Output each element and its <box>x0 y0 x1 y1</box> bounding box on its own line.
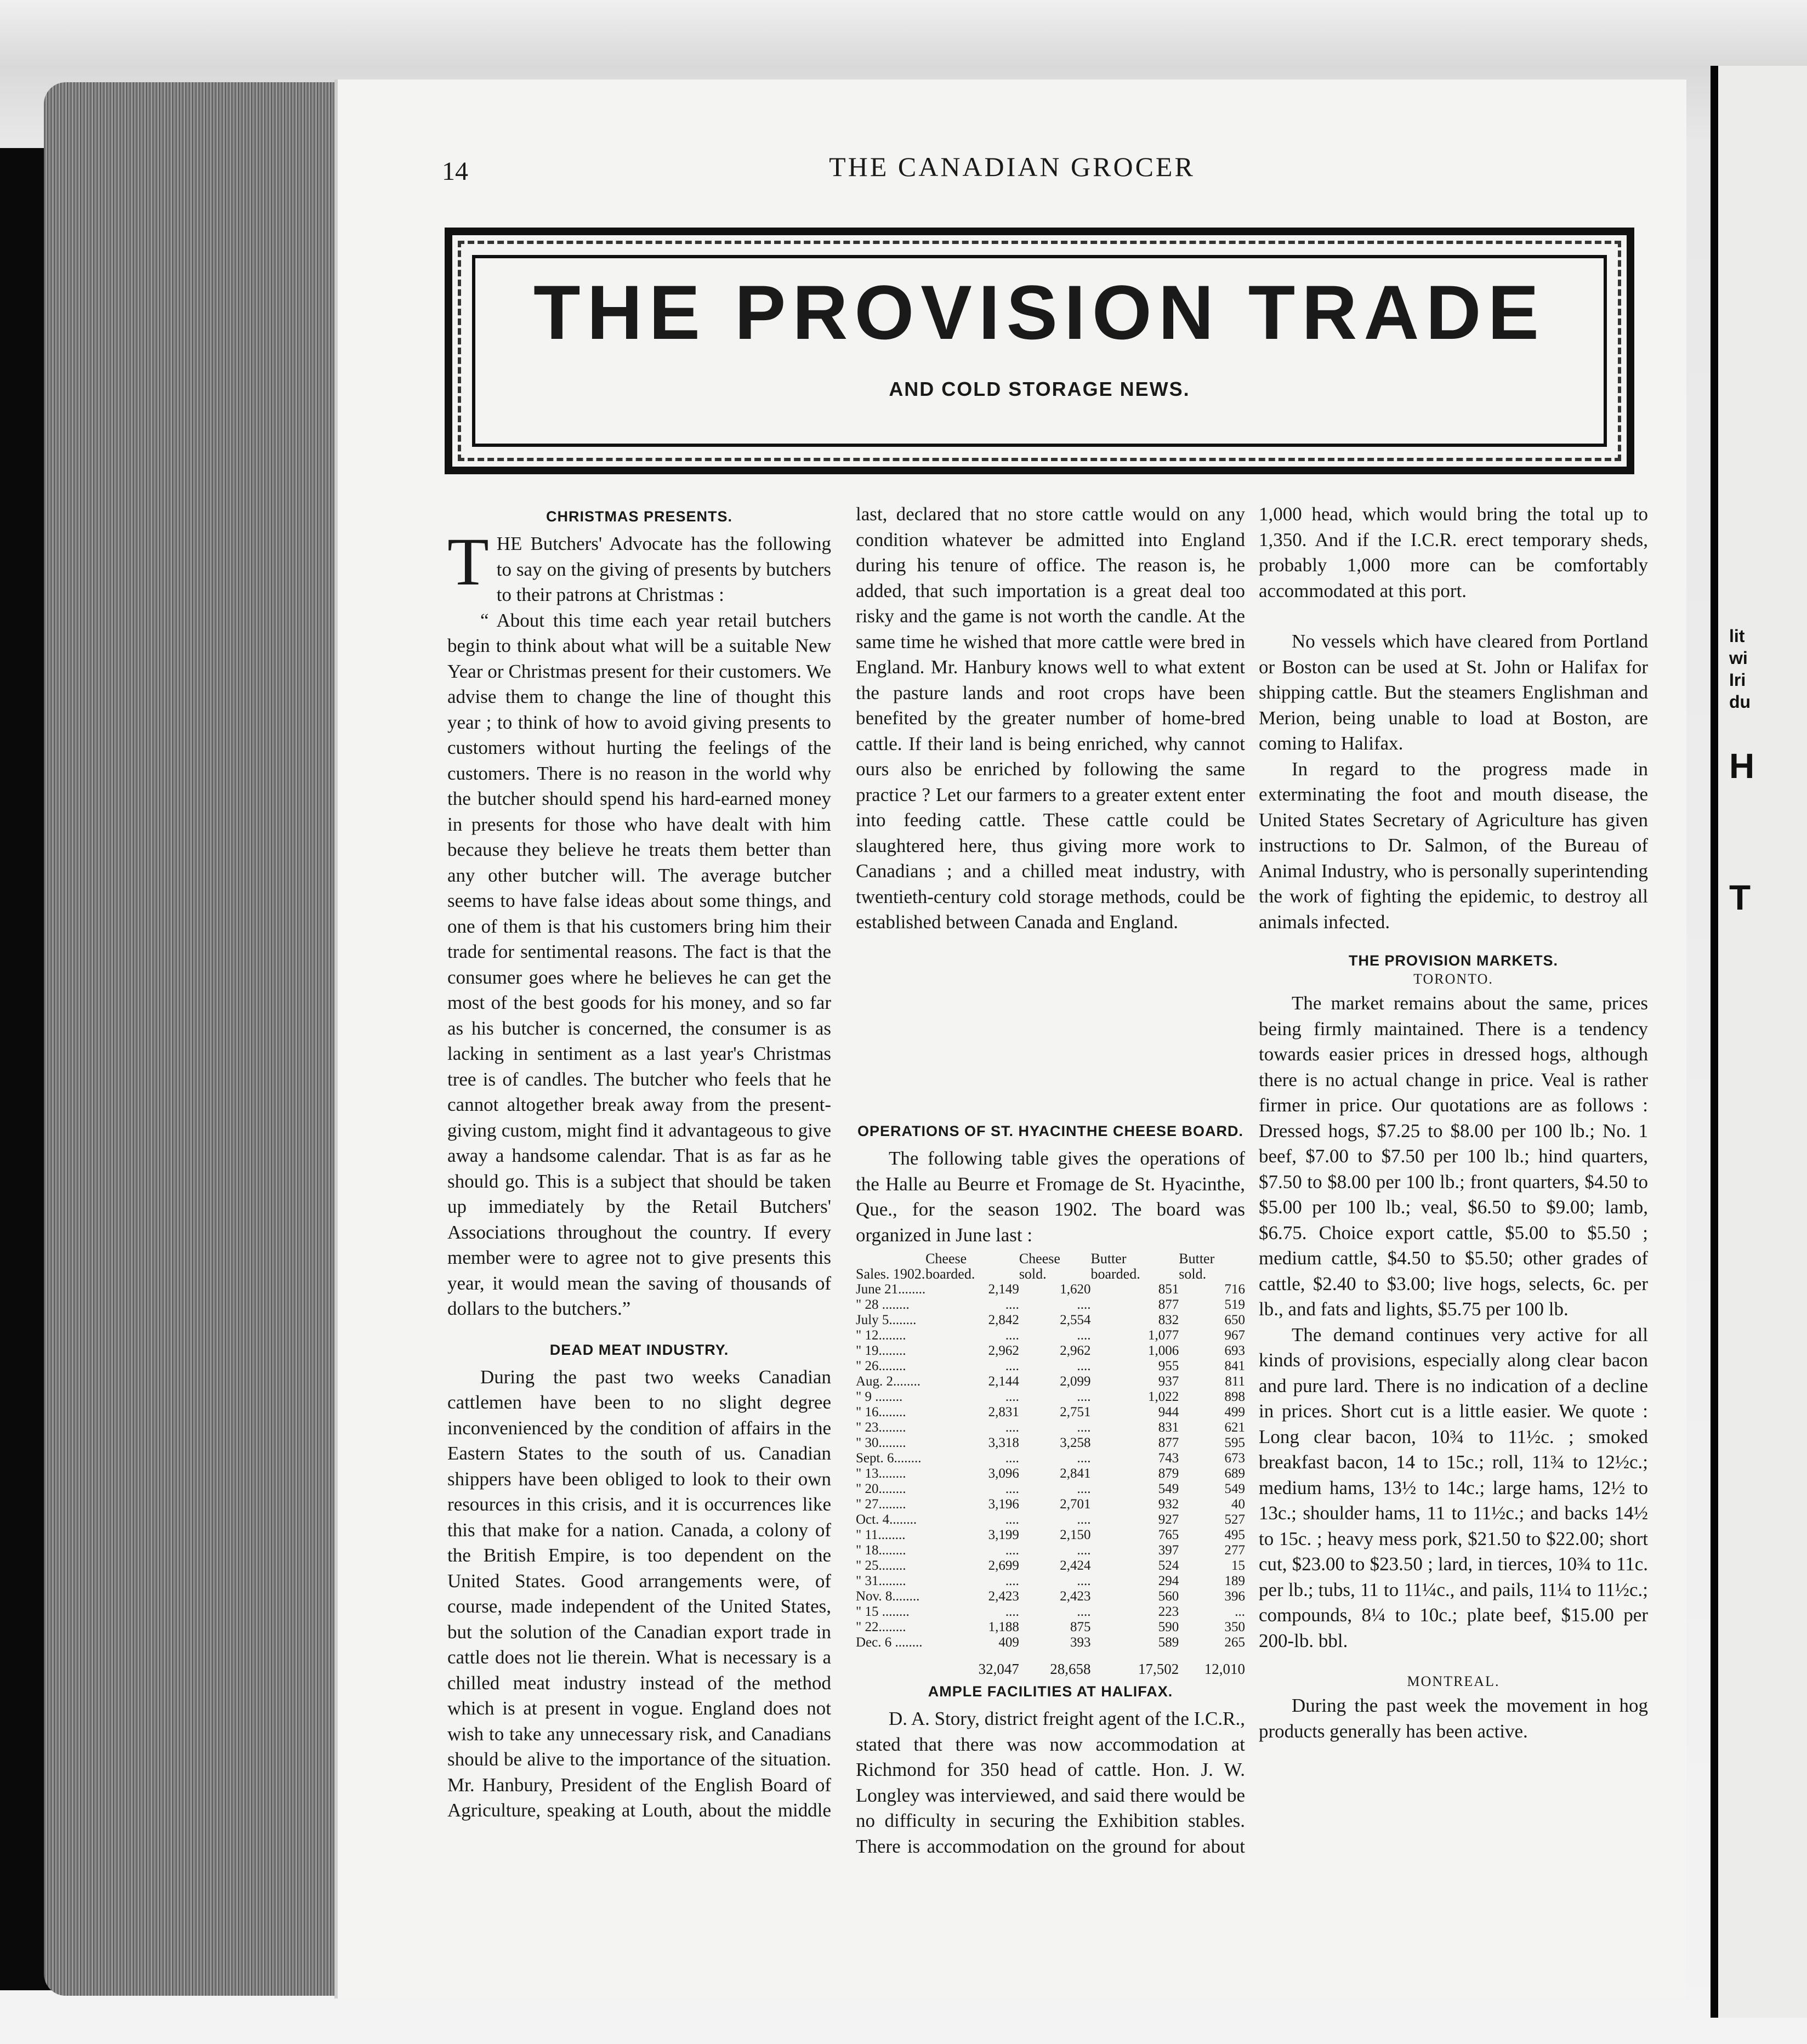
table-cell: 40 <box>1231 1497 1245 1512</box>
table-cell: 716 <box>1224 1282 1245 1297</box>
column-2 <box>856 502 1245 1858</box>
table-cell: 397 <box>1158 1543 1179 1558</box>
col-header-cheese-boarded: Cheese boarded. <box>925 1251 975 1282</box>
table-cell: 2,831 <box>988 1405 1019 1420</box>
table-row <box>856 1451 1245 1466</box>
table-row <box>856 1558 1245 1574</box>
table-cell: 2,423 <box>1060 1589 1091 1604</box>
halifax-paragraph-2: No vessels which have cleared from Portland or Boston can be used at St. John or Halifax for shipping cattle. But the steamers Englishman and Merion, being unable to load at Boston, are coming to Halifax. <box>1259 631 1648 754</box>
halifax-paragraph-1-part2: 1,000 head, which would bring the total up to 1,350. And if the I.C.R. erect temporary sheds, probably 1,000 more can be comfortably accommodated at this port. <box>1259 503 1648 601</box>
table-cell: ... <box>1235 1604 1245 1619</box>
table-cell: " 22........ <box>856 1620 906 1634</box>
halifax-continued-clip <box>1259 502 1648 629</box>
table-cell: " 31........ <box>856 1574 906 1588</box>
table-cell: 967 <box>1224 1328 1245 1343</box>
table-cell: .... <box>1077 1604 1091 1619</box>
table-cell: .... <box>1005 1420 1019 1435</box>
table-cell: 2,751 <box>1060 1405 1091 1420</box>
table-row <box>856 1374 1245 1389</box>
toronto-paragraph-2: The demand continues very active for all kinds of provisions, especially along clear bacon and pure lard. There is no indication of a decline in prices. Short cut is a little easier. We quote : Long clear bacon, 10¾ to 11½c. ; smoked breakfast bacon, 14 to 15c.; roll, 11¾ to 12½c.; medium hams, 13½ to 14c.; large hams, 12½ to 13c.; shoulder hams, 11 to 11½c.; and backs 14½ to 15c. ; heavy mess pork, $21.50 to $22.00; short cut, $23.00 to $23.50 ; lard, in tierces, 10¾ to 11c. per lb.; tubs, 11 to 11¼c., and pails, 11¼ to 11½c.; compounds, 8¼ to 10c.; plate beef, $15.00 per 200-lb. bbl. <box>1259 1324 1648 1651</box>
table-cell: " 11........ <box>856 1528 906 1542</box>
table-row <box>856 1343 1245 1359</box>
table-cell: 350 <box>1224 1620 1245 1634</box>
table-cell: 2,699 <box>988 1558 1019 1573</box>
table-cell: .... <box>1077 1451 1091 1466</box>
table-total-cell: 12,010 <box>1204 1661 1245 1677</box>
newspaper-page <box>334 80 1686 1998</box>
table-cell: 832 <box>1158 1313 1179 1327</box>
table-cell: 3,318 <box>988 1435 1019 1450</box>
facing-page-letter-t: T <box>1729 878 1751 917</box>
heading-halifax: AMPLE FACILITIES AT HALIFAX. <box>928 1683 1173 1700</box>
table-cell: .... <box>1077 1328 1091 1343</box>
table-cell: " 16........ <box>856 1405 906 1420</box>
table-cell: " 13........ <box>856 1466 906 1481</box>
table-cell: 1,188 <box>988 1620 1019 1634</box>
banner-subtitle: AND COLD STORAGE NEWS. <box>889 378 1190 400</box>
table-cell: 3,096 <box>988 1466 1019 1481</box>
table-cell: 2,554 <box>1060 1313 1091 1327</box>
table-cell: 927 <box>1158 1512 1179 1527</box>
col-header-butter-sold: Butter sold. <box>1179 1251 1215 1282</box>
table-cell: 2,962 <box>1060 1343 1091 1358</box>
table-row <box>856 1297 1245 1313</box>
table-cell: 841 <box>1224 1359 1245 1373</box>
table-cell: 277 <box>1224 1543 1245 1558</box>
table-cell: 3,199 <box>988 1528 1019 1542</box>
table-cell: 1,022 <box>1148 1389 1179 1404</box>
table-cell: .... <box>1005 1328 1019 1343</box>
table-total-cell: 32,047 <box>978 1661 1019 1677</box>
table-cell: 527 <box>1224 1512 1245 1527</box>
table-cell: " 27........ <box>856 1497 906 1512</box>
subheading-montreal: MONTREAL. <box>1407 1673 1500 1689</box>
table-cell: 560 <box>1158 1589 1179 1604</box>
table-total-cell <box>856 1650 925 1677</box>
table-row <box>856 1528 1245 1543</box>
table-cell: Sept. 6........ <box>856 1451 922 1466</box>
table-cell: 2,701 <box>1060 1497 1091 1512</box>
table-row <box>856 1359 1245 1374</box>
table-row <box>856 1512 1245 1528</box>
table-cell: Nov. 8........ <box>856 1589 920 1604</box>
table-cell: " 30........ <box>856 1435 906 1450</box>
heading-dead-meat-industry: DEAD MEAT INDUSTRY. <box>549 1341 729 1358</box>
table-cell: 499 <box>1224 1405 1245 1420</box>
heading-provision-markets: THE PROVISION MARKETS. <box>1348 952 1559 969</box>
table-cell: .... <box>1005 1297 1019 1312</box>
col-header-sales: Sales. 1902. <box>856 1266 925 1282</box>
table-cell: 811 <box>1225 1374 1245 1389</box>
table-cell: Aug. 2........ <box>856 1374 921 1389</box>
column-1 <box>447 502 831 1822</box>
table-cell: .... <box>1005 1359 1019 1373</box>
table-cell: 2,149 <box>988 1282 1019 1297</box>
facing-page-text: lit wi Iri du <box>1729 626 1751 712</box>
table-cell: 495 <box>1224 1528 1245 1542</box>
table-row <box>856 1481 1245 1497</box>
table-cell: 524 <box>1158 1558 1179 1573</box>
table-cell: 393 <box>1070 1635 1091 1650</box>
page-header-title: THE CANADIAN GROCER <box>829 151 1195 182</box>
table-cell: 2,842 <box>988 1313 1019 1327</box>
table-total-cell: 28,658 <box>1050 1661 1091 1677</box>
dead-meat-paragraph-part1: During the past two weeks Canadian cattlemen have been to no slight degree inconvenienced by the condition of affairs in the Eastern States to the south of us. Canadian shippers have been obliged to look to their own resources in this crisis, and it is occurrences like this that make for a nation. Canada, a colony of the British Empire, is too dependent on the United States. Good arrangements were, of course, made independent of the United States, but the solution of the Canadian export trade in cattle does not lie therein. What is necessary is a chilled meat industry instead of the method which is at present in vogue. England does not wish to take any unnecessary risk, and Canadians should be alive to the importance of the situation. Mr. Hanbury, President of the English Board of Agriculture, speaking at Louth, about the middle <box>447 1366 831 1821</box>
table-cell: 2,423 <box>988 1589 1019 1604</box>
halifax-paragraph-1-part1: D. A. Story, district freight agent of the I.C.R., stated that there was now accommodation at Richmond for 350 head of cattle. Hon. J. W. Longley was interviewed, and said there would be no difficulty in securing the Exhibition stables. There is accommodation on the ground for about <box>856 1708 1245 1857</box>
table-cell: 689 <box>1224 1466 1245 1481</box>
table-cell: 3,196 <box>988 1497 1019 1512</box>
table-cell: .... <box>1077 1512 1091 1527</box>
table-cell: 15 <box>1231 1558 1245 1573</box>
table-cell: 851 <box>1158 1282 1179 1297</box>
table-cell: 955 <box>1158 1359 1179 1373</box>
table-row <box>856 1497 1245 1512</box>
col-header-butter-boarded: Butter boarded. <box>1090 1251 1140 1282</box>
drop-cap: T <box>447 524 489 599</box>
cheese-board-table <box>856 1251 1245 1677</box>
facing-page-fragment <box>1711 66 1807 2018</box>
table-cell: 595 <box>1224 1435 1245 1450</box>
facing-page-letter-h: H <box>1729 746 1755 786</box>
cheese-table-body <box>856 1282 1245 1677</box>
table-cell: 743 <box>1158 1451 1179 1466</box>
heading-cheese-board: OPERATIONS OF ST. HYACINTHE CHEESE BOARD. <box>857 1123 1244 1139</box>
table-cell: " 28 ........ <box>856 1297 910 1312</box>
table-cell: 2,099 <box>1060 1374 1091 1389</box>
page-number: 14 <box>442 157 468 186</box>
dead-meat-continued-clip <box>856 502 1245 1102</box>
table-cell: 2,150 <box>1060 1528 1091 1542</box>
table-cell: 3,258 <box>1060 1435 1091 1450</box>
table-row <box>856 1405 1245 1420</box>
table-cell: " 23........ <box>856 1420 906 1435</box>
section-banner <box>445 228 1634 474</box>
table-row <box>856 1466 1245 1481</box>
christmas-paragraph-2: “ About this time each year retail butchers begin to think about what will be a suitable New Year or Christmas present for their customers. We advise them to change the line of thought this year ; to think of how to avoid giving presents to customers without hurting the feelings of the customers. There is no reason in the world why the butcher should spend his hard-earned money in presents for those who have dealt with him because they believe he treats them better than any other butcher will. The average butcher seems to have false ideas about some things, and one of them is that his customers bring him their trade for sentimental reasons. The fact is that the consumer goes where he believes he can get the most of the best goods for his money, and so far as his butcher is concerned, the consumer is as lacking in sentiment as a last year's Christmas tree is of candles. The butcher who feels that he cannot altogether break away from the present-giving custom, might find it advantageous to give away a handsome calendar. That is as far as he should go. This is a subject that should be taken up immediately by the Retail Butchers' Associations throughout the country. If every member were to agree not to give presents this year, it would mean the saving of thousands of dollars to the butchers.” <box>447 609 831 1319</box>
table-cell: " 26........ <box>856 1359 906 1373</box>
table-cell: 549 <box>1224 1481 1245 1496</box>
table-cell: 831 <box>1158 1420 1179 1435</box>
table-cell: 937 <box>1158 1374 1179 1389</box>
montreal-paragraph-1: During the past week the movement in hog products generally has been active. <box>1259 1695 1648 1742</box>
table-cell: 944 <box>1158 1405 1179 1420</box>
table-cell: 589 <box>1158 1635 1179 1650</box>
table-cell: 2,424 <box>1060 1558 1091 1573</box>
table-cell: " 19........ <box>856 1343 906 1358</box>
table-cell: .... <box>1005 1512 1019 1527</box>
table-cell: 189 <box>1224 1574 1245 1588</box>
table-cell: " 9 ........ <box>856 1389 903 1404</box>
table-row <box>856 1574 1245 1589</box>
table-row <box>856 1328 1245 1343</box>
table-cell: June 21........ <box>856 1282 926 1297</box>
table-cell: 590 <box>1158 1620 1179 1634</box>
table-cell: .... <box>1077 1420 1091 1435</box>
col-header-cheese-sold: Cheese sold. <box>1019 1251 1060 1282</box>
table-cell: 265 <box>1224 1635 1245 1650</box>
table-cell: " 18........ <box>856 1543 906 1558</box>
table-row <box>856 1389 1245 1405</box>
table-cell: 650 <box>1224 1313 1245 1327</box>
table-row <box>856 1620 1245 1635</box>
table-row <box>856 1282 1245 1297</box>
table-cell: .... <box>1005 1604 1019 1619</box>
book-page-edges <box>44 82 340 1996</box>
table-cell: .... <box>1077 1543 1091 1558</box>
table-row <box>856 1313 1245 1328</box>
table-cell: 875 <box>1070 1620 1091 1634</box>
table-cell: 877 <box>1158 1435 1179 1450</box>
table-cell: .... <box>1077 1574 1091 1588</box>
cheese-board-intro: The following table gives the operations of the Halle au Beurre et Fromage de St. Hyacinthe, Que., for the season 1902. The board was organized in June last : <box>856 1148 1245 1246</box>
table-row <box>856 1604 1245 1620</box>
table-cell: 1,006 <box>1148 1343 1179 1358</box>
table-cell: .... <box>1005 1574 1019 1588</box>
table-cell: .... <box>1005 1451 1019 1466</box>
table-cell: 409 <box>998 1635 1019 1650</box>
table-cell: 396 <box>1224 1589 1245 1604</box>
table-row <box>856 1635 1245 1650</box>
table-row <box>856 1435 1245 1451</box>
table-cell: " 20........ <box>856 1481 906 1496</box>
table-row <box>856 1589 1245 1604</box>
heading-christmas-presents: CHRISTMAS PRESENTS. <box>545 508 733 525</box>
table-cell: 2,841 <box>1060 1466 1091 1481</box>
table-cell: 549 <box>1158 1481 1179 1496</box>
table-cell: .... <box>1005 1389 1019 1404</box>
table-cell: 693 <box>1224 1343 1245 1358</box>
table-total-cell: 17,502 <box>1138 1661 1179 1677</box>
table-cell: 1,077 <box>1148 1328 1179 1343</box>
table-cell: 294 <box>1158 1574 1179 1588</box>
table-cell: 2,144 <box>988 1374 1019 1389</box>
banner-title: THE PROVISION TRADE <box>533 269 1545 355</box>
table-cell: 2,962 <box>988 1343 1019 1358</box>
table-row <box>856 1543 1245 1558</box>
table-cell: 1,620 <box>1060 1282 1091 1297</box>
table-cell: 879 <box>1158 1466 1179 1481</box>
table-cell: .... <box>1077 1359 1091 1373</box>
column-3 <box>1259 502 1648 1744</box>
dead-meat-paragraph-part2: last, declared that no store cattle would on any condition whatever be admitted into England during his tenure of office. The reason is, he added, that such importation is a great deal too risky and the game is not worth the candle. At the same time he wished that more cattle were bred in England. Mr. Hanbury knows well to what extent the pasture lands and root crops have been benefited by the greater number of home-bred cattle. If their land is being enriched, why cannot ours also be enriched by following the same practice ? Let our farmers to a greater extent enter into feeding cattle. These cattle could be slaughtered here, thus giving more work to Canadians ; and a chilled meat industry, with twentieth-century cold storage methods, could be established between Canada and England. <box>856 503 1245 933</box>
table-cell: " 25........ <box>856 1558 906 1573</box>
table-row <box>856 1420 1245 1435</box>
table-cell: 932 <box>1158 1497 1179 1512</box>
table-cell: 898 <box>1224 1389 1245 1404</box>
table-cell: 519 <box>1224 1297 1245 1312</box>
table-cell: .... <box>1077 1297 1091 1312</box>
table-cell: .... <box>1077 1481 1091 1496</box>
table-cell: 877 <box>1158 1297 1179 1312</box>
table-cell: " 12........ <box>856 1328 906 1343</box>
table-cell: .... <box>1077 1389 1091 1404</box>
table-totals-row <box>856 1650 1245 1677</box>
christmas-paragraph-1: THE Butchers' Advocate has the following to say on the giving of presents by butchers to their patrons at Christmas : <box>447 524 831 605</box>
halifax-paragraph-3: In regard to the progress made in exterminating the foot and mouth disease, the United States Secretary of Agriculture has given instructions to Dr. Salmon, of the Bureau of Animal Industry, who is personally superintending the work of fighting the epidemic, to destroy all animals infected. <box>1259 758 1648 933</box>
table-cell: July 5........ <box>856 1313 917 1327</box>
table-cell: .... <box>1005 1481 1019 1496</box>
table-cell: .... <box>1005 1543 1019 1558</box>
subheading-toronto: TORONTO. <box>1413 971 1493 987</box>
table-cell: Dec. 6 ........ <box>856 1635 923 1650</box>
table-cell: Oct. 4........ <box>856 1512 917 1527</box>
table-cell: 765 <box>1158 1528 1179 1542</box>
table-cell: 673 <box>1224 1451 1245 1466</box>
toronto-paragraph-1: The market remains about the same, prices being firmly maintained. There is a tendency towards easier prices in dressed hogs, although there is no actual change in price. Veal is rather firmer in price. Our quotations are as follows : Dressed hogs, $7.25 to $8.00 per 100 lb.; No. 1 beef, $7.00 to $7.50 per 100 lb.; hind quarters, $7.50 to $8.00 per 100 lb.; front quarters, $4.50 to $5.00 per 100 lb.; veal, $6.50 to $9.00; lamb, $6.75. Choice export cattle, $5.00 to $5.50 ; medium cattle, $4.50 to $5.50; other grades of cattle, $2.40 to $3.00; live hogs, selects, 6c. per lb., and fats and lights, $5.75 per 100 lb. <box>1259 992 1648 1320</box>
table-cell: 621 <box>1224 1420 1245 1435</box>
table-cell: 223 <box>1158 1604 1179 1619</box>
table-cell: " 15 ........ <box>856 1604 910 1619</box>
